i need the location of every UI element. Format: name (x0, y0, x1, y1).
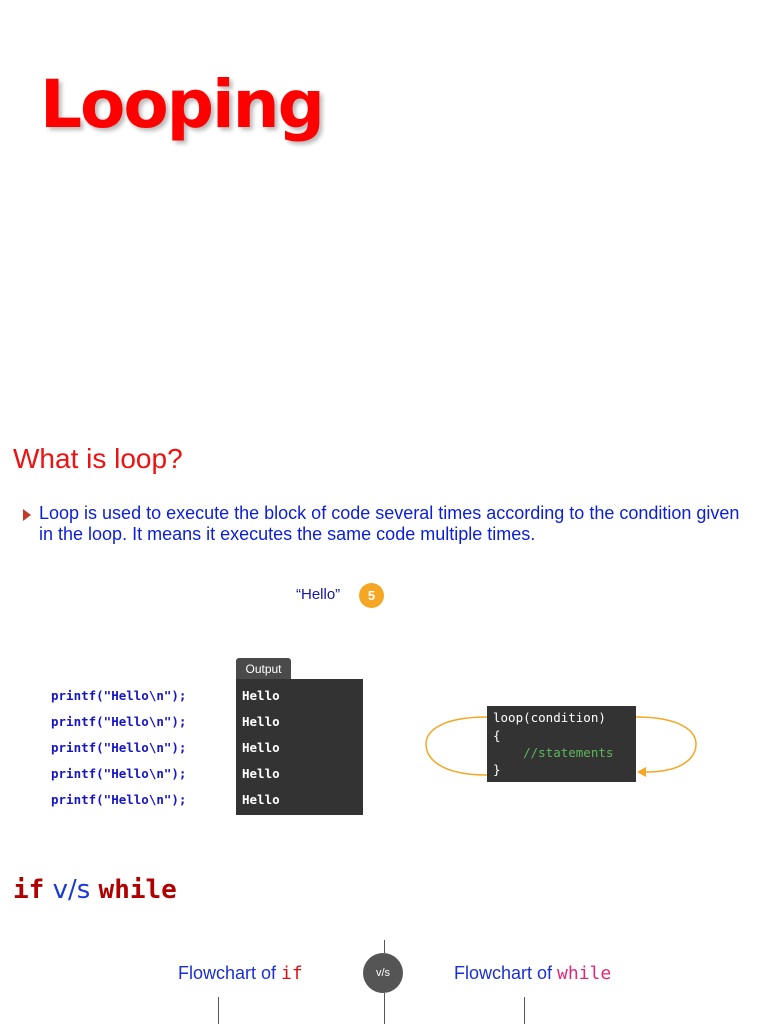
output-line: Hello (242, 792, 280, 807)
keyword-while: while (557, 963, 612, 984)
code-line: printf("Hello\n"); (51, 688, 187, 703)
page-title: Looping (40, 66, 323, 143)
output-line: Hello (242, 740, 280, 755)
count-badge: 5 (359, 583, 384, 608)
comparison-heading (13, 876, 177, 905)
output-line: Hello (242, 766, 280, 781)
output-line: Hello (242, 688, 280, 703)
hello-label: “Hello” (296, 586, 341, 603)
loop-code-line: } (493, 762, 501, 777)
keyword-if: if (281, 963, 303, 984)
flowchart-while-label (454, 963, 611, 984)
section-heading: What is loop? (13, 443, 183, 474)
loop-code-line: { (493, 728, 501, 743)
output-tab: Output (236, 658, 291, 679)
loop-code-box (487, 706, 636, 782)
loop-code-comment: //statements (493, 745, 614, 760)
flow-line (218, 997, 219, 1024)
code-line: printf("Hello\n"); (51, 714, 187, 729)
bullet-arrow-icon (23, 509, 31, 521)
flow-line (524, 997, 525, 1024)
flowchart-prefix: Flowchart of (454, 963, 558, 983)
flowchart-if-label (178, 963, 303, 984)
code-line: printf("Hello\n"); (51, 740, 187, 755)
vs-text: v/s (44, 875, 99, 905)
code-line: printf("Hello\n"); (51, 766, 187, 781)
bullet-text: Loop is used to execute the block of code several times according to the condition given in the loop. It means it executes the same code multiple times. (39, 503, 740, 544)
divider-line (384, 993, 385, 1024)
divider-line (384, 940, 385, 953)
vs-badge: v/s (363, 953, 403, 993)
code-line: printf("Hello\n"); (51, 792, 187, 807)
output-line: Hello (242, 714, 280, 729)
loop-code-line: loop(condition) (493, 710, 606, 725)
keyword-if: if (13, 875, 45, 905)
keyword-while: while (98, 875, 177, 905)
flowchart-prefix: Flowchart of (178, 963, 282, 983)
